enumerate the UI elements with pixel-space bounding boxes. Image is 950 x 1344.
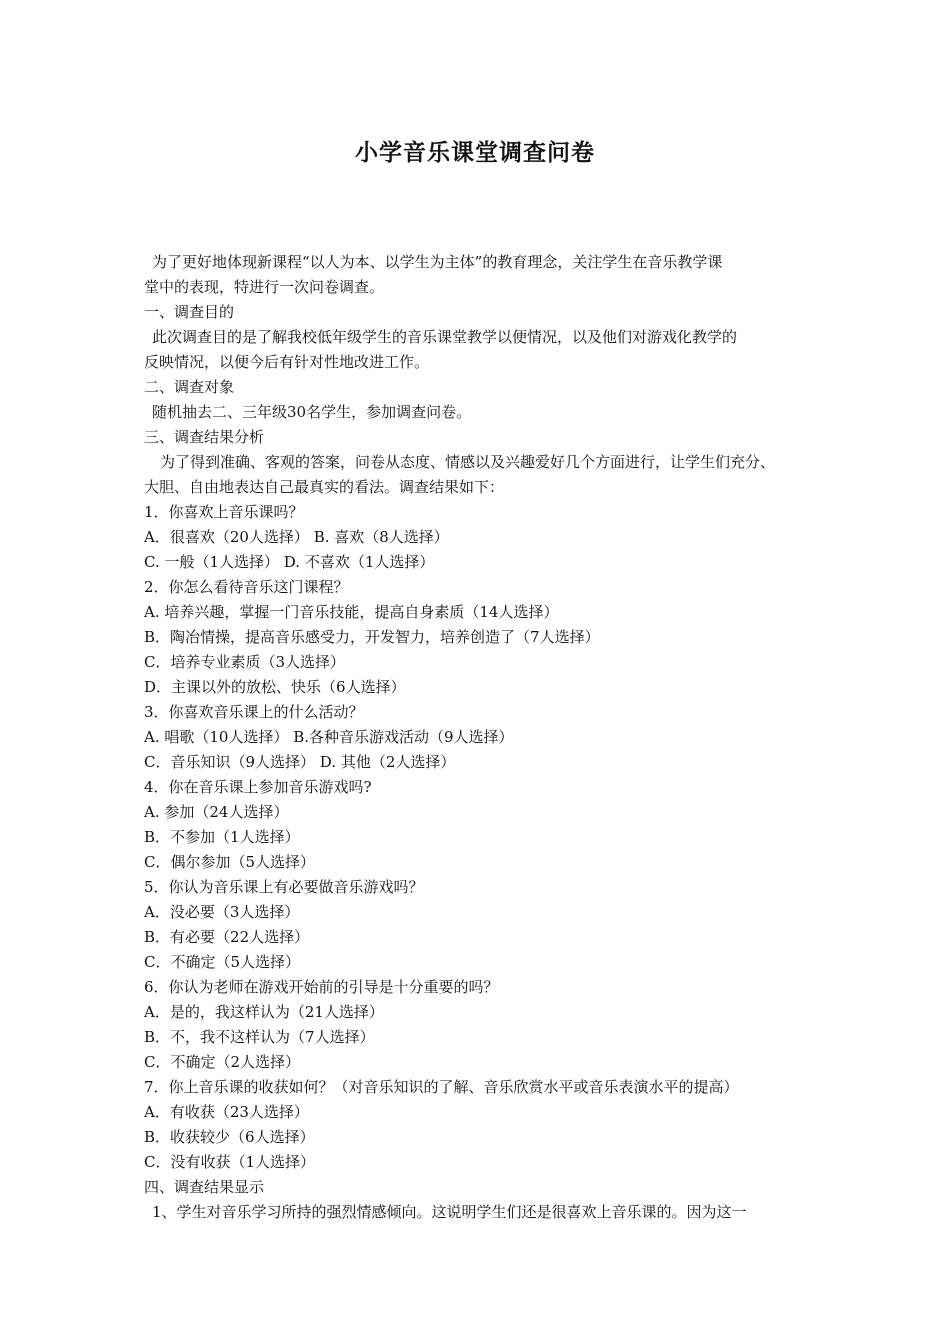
text-line: C．没有收获（1人选择） xyxy=(144,1153,316,1171)
text-line: D．主课以外的放松、快乐（6人选择） xyxy=(144,678,406,696)
text-line: B．陶冶情操，提高音乐感受力，开发智力，培养创造了（7人选择） xyxy=(144,628,600,646)
text-line: A．有收获（23人选择） xyxy=(144,1103,309,1121)
text-line: A. 培养兴趣，掌握一门音乐技能，提高自身素质（14人选择） xyxy=(144,603,559,621)
text-line: A．很喜欢（20人选择） B. 喜欢（8人选择） xyxy=(144,528,449,546)
text-line: A．是的，我这样认为（21人选择） xyxy=(144,1003,384,1021)
text-line: A．没必要（3人选择） xyxy=(144,903,300,921)
text-line: B．不参加（1人选择） xyxy=(144,828,300,846)
text-line: C．不确定（2人选择） xyxy=(144,1053,301,1071)
text-line: 二、调查对象 xyxy=(144,378,235,396)
text-line: 三、调查结果分析 xyxy=(144,428,265,446)
text-line: 6．你认为老师在游戏开始前的引导是十分重要的吗？ xyxy=(144,978,499,996)
text-line: C．偶尔参加（5人选择） xyxy=(144,853,316,871)
text-line: 此次调查目的是了解我校低年级学生的音乐课堂教学以便情况，以及他们对游戏化教学的 xyxy=(152,328,738,346)
text-line: B．不，我不这样认为（7人选择） xyxy=(144,1028,375,1046)
text-line: 3．你喜欢音乐课上的什么活动？ xyxy=(144,703,364,721)
text-line: C．培养专业素质（3人选择） xyxy=(144,653,346,671)
document-title: 小学音乐课堂调查问卷 xyxy=(355,140,595,166)
text-line: B．有必要（22人选择） xyxy=(144,928,310,946)
text-line: 四、调查结果显示 xyxy=(144,1178,265,1196)
text-line: 为了更好地体现新课程“以人为本、以学生为主体”的教育理念，关注学生在音乐教学课 xyxy=(152,253,723,271)
text-line: A. 唱歌（10人选择） B.各种音乐游戏活动（9人选择） xyxy=(144,728,514,746)
text-line: C．不确定（5人选择） xyxy=(144,953,301,971)
text-line: 大胆、自由地表达自己最真实的看法。调查结果如下： xyxy=(144,478,505,496)
text-line: A. 参加（24人选择） xyxy=(144,803,289,821)
text-line: 7．你上音乐课的收获如何？（对音乐知识的了解、音乐欣赏水平或音乐表演水平的提高） xyxy=(144,1078,739,1096)
text-line: 1、学生对音乐学习所持的强烈情感倾向。这说明学生们还是很喜欢上音乐课的。因为这一 xyxy=(152,1203,747,1221)
text-line: 为了得到准确、客观的答案，问卷从态度、情感以及兴趣爱好几个方面进行，让学生们充分、 xyxy=(160,453,776,471)
text-line: C. 一般（1人选择） D. 不喜欢（1人选择） xyxy=(144,553,435,571)
text-line: 随机抽去二、三年级30名学生，参加调查问卷。 xyxy=(152,403,472,421)
text-line: 4．你在音乐课上参加音乐游戏吗? xyxy=(144,778,372,796)
text-line: 2．你怎么看待音乐这门课程？ xyxy=(144,578,349,596)
document-body xyxy=(144,250,816,1225)
text-line: B．收获较少（6人选择） xyxy=(144,1128,315,1146)
text-line: 反映情况，以便今后有针对性地改进工作。 xyxy=(144,353,430,371)
text-line: 堂中的表现，特进行一次问卷调查。 xyxy=(144,278,385,296)
text-line: 1．你喜欢上音乐课吗？ xyxy=(144,503,304,521)
text-line: C．音乐知识（9人选择） D. 其他（2人选择） xyxy=(144,753,456,771)
text-line: 5．你认为音乐课上有必要做音乐游戏吗？ xyxy=(144,878,424,896)
text-line: 一、调查目的 xyxy=(144,303,235,321)
